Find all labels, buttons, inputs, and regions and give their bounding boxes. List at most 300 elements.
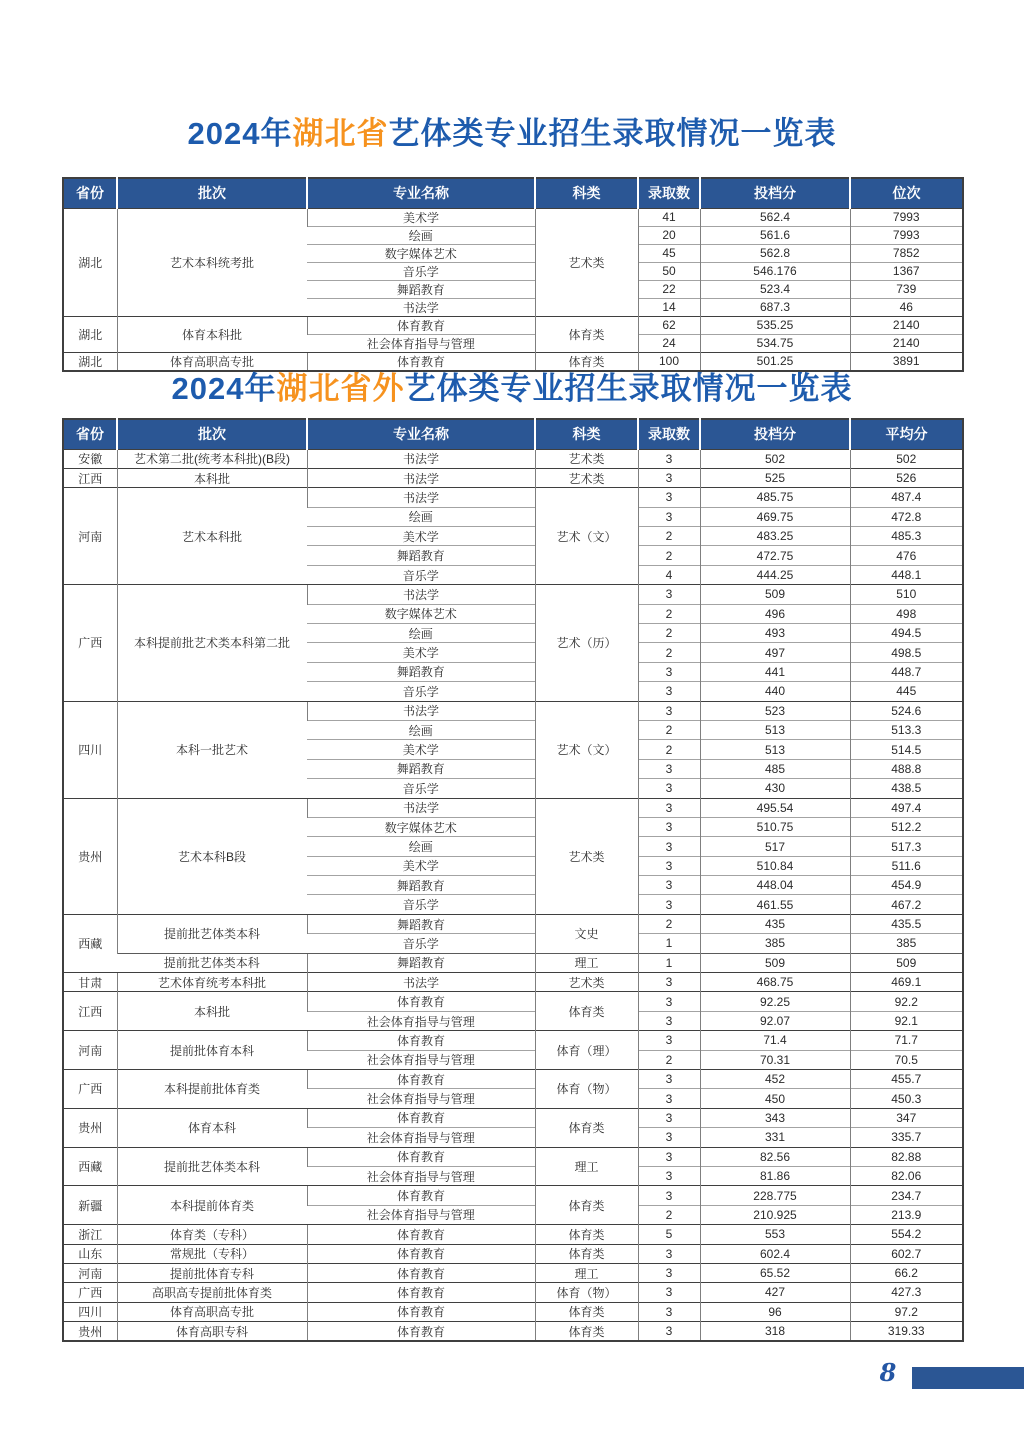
outside-hubei-table-wrap [62,418,962,1342]
table2-header-row [63,419,963,449]
cell-count: 3 [638,1070,700,1089]
table2-title-highlight: 湖北省外 [276,371,405,406]
table-row [63,1070,963,1089]
table1-title-prefix: 2024年 [187,116,293,151]
cell-major: 舞蹈教育 [307,876,535,895]
cell-avg: 82.06 [850,1166,963,1185]
cell-score: 510.75 [700,817,850,836]
cell-count: 3 [638,682,700,701]
cell-avg: 82.88 [850,1147,963,1166]
cell-score: 228.775 [700,1186,850,1205]
cell-score: 535.25 [700,316,850,334]
column-header: 专业名称 [307,178,535,208]
cell-batch: 艺术第二批(统考本科批)(B段) [117,449,307,468]
table-row [63,585,963,604]
table-row [63,1186,963,1205]
cell-avg: 385 [850,934,963,953]
cell-category: 理工 [535,1263,638,1282]
cell-major: 社会体育指导与管理 [307,1128,535,1147]
cell-category: 艺术类 [535,798,638,914]
cell-score: 65.52 [700,1263,850,1282]
cell-score: 92.25 [700,992,850,1011]
table2-title-suffix: 艺体类专业招生录取情况一览表 [404,371,853,406]
cell-count: 22 [638,280,700,298]
table-row [63,992,963,1011]
cell-province: 湖北 [63,352,117,371]
cell-score: 96 [700,1302,850,1321]
cell-count: 3 [638,1186,700,1205]
column-header: 专业名称 [307,419,535,449]
cell-avg: 335.7 [850,1128,963,1147]
cell-major: 美术学 [307,856,535,875]
cell-avg: 524.6 [850,701,963,720]
cell-score: 461.55 [700,895,850,914]
cell-batch: 体育高职高专批 [117,352,307,371]
cell-avg: 445 [850,682,963,701]
cell-avg: 514.5 [850,740,963,759]
table2-title [0,363,1024,408]
cell-score: 510.84 [700,856,850,875]
cell-province: 西藏 [63,914,117,972]
cell-category: 艺术（文） [535,701,638,798]
cell-major: 体育教育 [307,992,535,1011]
cell-avg: 97.2 [850,1302,963,1321]
cell-score: 468.75 [700,973,850,992]
cell-province: 广西 [63,1070,117,1109]
cell-avg: 554.2 [850,1225,963,1244]
cell-count: 2 [638,643,700,662]
cell-count: 3 [638,1166,700,1185]
column-header: 省份 [63,419,117,449]
cell-major: 社会体育指导与管理 [307,1011,535,1030]
table-row [63,468,963,487]
cell-major: 美术学 [307,643,535,662]
cell-rank: 46 [850,298,963,316]
cell-count: 3 [638,779,700,798]
cell-avg: 448.1 [850,565,963,584]
table-row [63,1108,963,1127]
cell-score: 318 [700,1322,850,1341]
cell-score: 444.25 [700,565,850,584]
cell-major: 社会体育指导与管理 [307,1166,535,1185]
cell-batch: 艺术本科批 [117,488,307,585]
cell-score: 562.8 [700,244,850,262]
cell-rank: 3891 [850,352,963,371]
cell-major: 舞蹈教育 [307,953,535,972]
table1-header-row [63,178,963,208]
cell-major: 数字媒体艺术 [307,817,535,836]
cell-score: 435 [700,914,850,933]
cell-major: 数字媒体艺术 [307,244,535,262]
cell-score: 562.4 [700,208,850,226]
table-row [63,488,963,507]
column-header: 录取数 [638,419,700,449]
table-row [63,1031,963,1050]
cell-count: 3 [638,701,700,720]
cell-avg: 319.33 [850,1322,963,1341]
cell-count: 3 [638,1011,700,1030]
cell-category: 体育类 [535,316,638,352]
table-row [63,1225,963,1244]
cell-major: 音乐学 [307,262,535,280]
cell-province: 贵州 [63,798,117,914]
cell-avg: 517.3 [850,837,963,856]
cell-score: 493 [700,624,850,643]
cell-major: 美术学 [307,208,535,226]
cell-count: 3 [638,837,700,856]
cell-count: 2 [638,604,700,623]
cell-major: 体育教育 [307,1302,535,1321]
column-header: 录取数 [638,178,700,208]
cell-count: 4 [638,565,700,584]
cell-score: 469.75 [700,507,850,526]
cell-avg: 448.7 [850,662,963,681]
cell-major: 书法学 [307,449,535,468]
cell-major: 体育教育 [307,1263,535,1282]
cell-province: 安徽 [63,449,117,468]
cell-avg: 526 [850,468,963,487]
table-row [63,1263,963,1282]
cell-category: 艺术（文） [535,488,638,585]
cell-major: 书法学 [307,488,535,507]
cell-province: 贵州 [63,1322,117,1341]
cell-major: 体育教育 [307,1186,535,1205]
cell-score: 448.04 [700,876,850,895]
cell-batch: 本科提前批体育类 [117,1070,307,1109]
cell-batch: 艺术体育统考本科批 [117,973,307,992]
cell-score: 450 [700,1089,850,1108]
cell-category: 体育类 [535,992,638,1031]
table1-title-suffix: 艺体类专业招生录取情况一览表 [388,116,837,151]
cell-rank: 7993 [850,226,963,244]
cell-count: 2 [638,720,700,739]
table-row [63,1283,963,1302]
cell-batch: 体育高职高专批 [117,1302,307,1321]
cell-avg: 513.3 [850,720,963,739]
cell-province: 新疆 [63,1186,117,1225]
cell-batch: 体育高职专科 [117,1322,307,1341]
cell-count: 14 [638,298,700,316]
cell-batch: 体育本科批 [117,316,307,352]
cell-count: 20 [638,226,700,244]
cell-major: 社会体育指导与管理 [307,334,535,352]
column-header: 批次 [117,178,307,208]
cell-batch: 提前批艺体类本科 [117,914,307,953]
cell-major: 音乐学 [307,779,535,798]
table-row [63,449,963,468]
cell-category: 体育类 [535,352,638,371]
cell-count: 3 [638,488,700,507]
column-header: 省份 [63,178,117,208]
cell-major: 书法学 [307,798,535,817]
cell-count: 3 [638,1031,700,1050]
cell-score: 513 [700,740,850,759]
cell-major: 绘画 [307,837,535,856]
cell-count: 100 [638,352,700,371]
cell-avg: 92.1 [850,1011,963,1030]
cell-avg: 469.1 [850,973,963,992]
table-row [63,1147,963,1166]
cell-count: 24 [638,334,700,352]
cell-avg: 509 [850,953,963,972]
cell-score: 602.4 [700,1244,850,1263]
table1-title-highlight: 湖北省 [292,116,389,151]
cell-major: 社会体育指导与管理 [307,1050,535,1069]
cell-avg: 455.7 [850,1070,963,1089]
footer-accent-bar [912,1367,1024,1389]
cell-batch: 本科批 [117,468,307,487]
cell-count: 3 [638,1128,700,1147]
cell-batch: 提前批体育本科 [117,1031,307,1070]
cell-avg: 435.5 [850,914,963,933]
cell-score: 517 [700,837,850,856]
table-row [63,1322,963,1341]
cell-category: 体育类 [535,1302,638,1321]
cell-avg: 511.6 [850,856,963,875]
cell-rank: 1367 [850,262,963,280]
table-row [63,701,963,720]
cell-batch: 提前批艺体类本科 [117,1147,307,1186]
table-row [63,953,963,972]
cell-score: 82.56 [700,1147,850,1166]
cell-batch: 体育本科 [117,1108,307,1147]
cell-batch: 本科提前批艺术类本科第二批 [117,585,307,701]
cell-category: 艺术类 [535,468,638,487]
cell-major: 体育教育 [307,1322,535,1341]
cell-province: 河南 [63,1031,117,1070]
cell-major: 舞蹈教育 [307,280,535,298]
cell-avg: 497.4 [850,798,963,817]
cell-category: 体育类 [535,1186,638,1225]
cell-province: 四川 [63,1302,117,1321]
cell-score: 509 [700,585,850,604]
cell-province: 河南 [63,1263,117,1282]
cell-count: 1 [638,953,700,972]
cell-count: 3 [638,1283,700,1302]
cell-province: 河南 [63,488,117,585]
cell-major: 数字媒体艺术 [307,604,535,623]
cell-avg: 485.3 [850,527,963,546]
cell-batch: 本科一批艺术 [117,701,307,798]
cell-major: 体育教育 [307,1283,535,1302]
cell-avg: 92.2 [850,992,963,1011]
cell-avg: 66.2 [850,1263,963,1282]
cell-category: 体育（物） [535,1070,638,1109]
cell-avg: 71.7 [850,1031,963,1050]
cell-avg: 347 [850,1108,963,1127]
cell-rank: 2140 [850,334,963,352]
cell-major: 体育教育 [307,1244,535,1263]
table-row [63,208,963,226]
cell-score: 430 [700,779,850,798]
cell-count: 2 [638,1050,700,1069]
cell-score: 495.54 [700,798,850,817]
cell-score: 81.86 [700,1166,850,1185]
cell-count: 2 [638,740,700,759]
cell-count: 3 [638,856,700,875]
cell-avg: 476 [850,546,963,565]
cell-category: 体育类 [535,1108,638,1147]
cell-major: 绘画 [307,624,535,643]
cell-batch: 艺术本科统考批 [117,208,307,316]
cell-count: 3 [638,992,700,1011]
cell-count: 3 [638,973,700,992]
cell-count: 3 [638,1089,700,1108]
cell-score: 452 [700,1070,850,1089]
cell-major: 书法学 [307,973,535,992]
cell-province: 山东 [63,1244,117,1263]
cell-major: 体育教育 [307,1108,535,1127]
cell-avg: 70.5 [850,1050,963,1069]
cell-score: 496 [700,604,850,623]
cell-rank: 7993 [850,208,963,226]
cell-count: 62 [638,316,700,334]
cell-score: 501.25 [700,352,850,371]
cell-category: 艺术类 [535,449,638,468]
cell-score: 523 [700,701,850,720]
cell-score: 441 [700,662,850,681]
cell-province: 四川 [63,701,117,798]
cell-batch: 提前批体育专科 [117,1263,307,1282]
cell-province: 江西 [63,468,117,487]
cell-major: 社会体育指导与管理 [307,1205,535,1224]
cell-major: 音乐学 [307,934,535,953]
cell-count: 41 [638,208,700,226]
cell-province: 西藏 [63,1147,117,1186]
cell-avg: 213.9 [850,1205,963,1224]
table-row [63,914,963,933]
cell-category: 体育类 [535,1322,638,1341]
cell-province: 湖北 [63,316,117,352]
cell-batch: 高职高专提前批体育类 [117,1283,307,1302]
cell-count: 2 [638,914,700,933]
column-header: 位次 [850,178,963,208]
cell-avg: 502 [850,449,963,468]
cell-score: 553 [700,1225,850,1244]
cell-major: 体育教育 [307,1031,535,1050]
cell-avg: 450.3 [850,1089,963,1108]
cell-score: 483.25 [700,527,850,546]
table1-title [0,108,1024,153]
table2-title-prefix: 2024年 [171,371,277,406]
cell-major: 书法学 [307,701,535,720]
cell-avg: 472.8 [850,507,963,526]
cell-major: 体育教育 [307,1225,535,1244]
cell-major: 体育教育 [307,1147,535,1166]
cell-score: 525 [700,468,850,487]
cell-rank: 2140 [850,316,963,334]
cell-score: 687.3 [700,298,850,316]
cell-avg: 510 [850,585,963,604]
cell-category: 体育（理） [535,1031,638,1070]
cell-count: 1 [638,934,700,953]
cell-score: 92.07 [700,1011,850,1030]
cell-count: 3 [638,1147,700,1166]
cell-major: 舞蹈教育 [307,662,535,681]
cell-count: 3 [638,468,700,487]
cell-major: 音乐学 [307,565,535,584]
page-number: 8 [879,1358,897,1387]
cell-major: 音乐学 [307,895,535,914]
cell-count: 3 [638,1244,700,1263]
cell-count: 45 [638,244,700,262]
cell-avg: 488.8 [850,759,963,778]
cell-major: 绘画 [307,720,535,739]
cell-major: 美术学 [307,527,535,546]
cell-major: 舞蹈教育 [307,914,535,933]
cell-batch: 本科批 [117,992,307,1031]
cell-major: 音乐学 [307,682,535,701]
cell-province: 广西 [63,1283,117,1302]
table-row [63,798,963,817]
cell-score: 210.925 [700,1205,850,1224]
cell-major: 书法学 [307,298,535,316]
cell-count: 3 [638,449,700,468]
cell-avg: 498 [850,604,963,623]
cell-score: 513 [700,720,850,739]
cell-avg: 467.2 [850,895,963,914]
cell-category: 艺术类 [535,208,638,316]
column-header: 投档分 [700,419,850,449]
cell-rank: 7852 [850,244,963,262]
cell-major: 体育教育 [307,1070,535,1089]
cell-score: 71.4 [700,1031,850,1050]
hubei-province-table-wrap [62,177,962,372]
cell-count: 2 [638,546,700,565]
cell-batch: 常规批（专科） [117,1244,307,1263]
cell-score: 509 [700,953,850,972]
cell-score: 70.31 [700,1050,850,1069]
cell-batch: 提前批艺体类本科 [117,953,307,972]
cell-major: 舞蹈教育 [307,546,535,565]
cell-major: 体育教育 [307,352,535,371]
cell-score: 385 [700,934,850,953]
cell-score: 534.75 [700,334,850,352]
cell-major: 社会体育指导与管理 [307,1089,535,1108]
cell-count: 2 [638,1205,700,1224]
cell-avg: 498.5 [850,643,963,662]
table-row [63,316,963,334]
cell-major: 绘画 [307,507,535,526]
cell-score: 472.75 [700,546,850,565]
cell-score: 561.6 [700,226,850,244]
cell-major: 美术学 [307,740,535,759]
cell-category: 艺术类 [535,973,638,992]
cell-major: 绘画 [307,226,535,244]
cell-score: 331 [700,1128,850,1147]
cell-score: 546.176 [700,262,850,280]
cell-score: 485.75 [700,488,850,507]
column-header: 平均分 [850,419,963,449]
column-header: 科类 [535,419,638,449]
cell-count: 3 [638,798,700,817]
cell-province: 湖北 [63,208,117,316]
hubei-province-admission-table [62,177,964,372]
cell-count: 2 [638,624,700,643]
column-header: 科类 [535,178,638,208]
cell-batch: 艺术本科B段 [117,798,307,914]
cell-score: 523.4 [700,280,850,298]
cell-category: 体育（物） [535,1283,638,1302]
cell-category: 理工 [535,953,638,972]
cell-avg: 234.7 [850,1186,963,1205]
cell-category: 体育类 [535,1244,638,1263]
cell-count: 3 [638,895,700,914]
cell-category: 体育类 [535,1225,638,1244]
cell-count: 3 [638,876,700,895]
cell-major: 舞蹈教育 [307,759,535,778]
cell-major: 书法学 [307,468,535,487]
